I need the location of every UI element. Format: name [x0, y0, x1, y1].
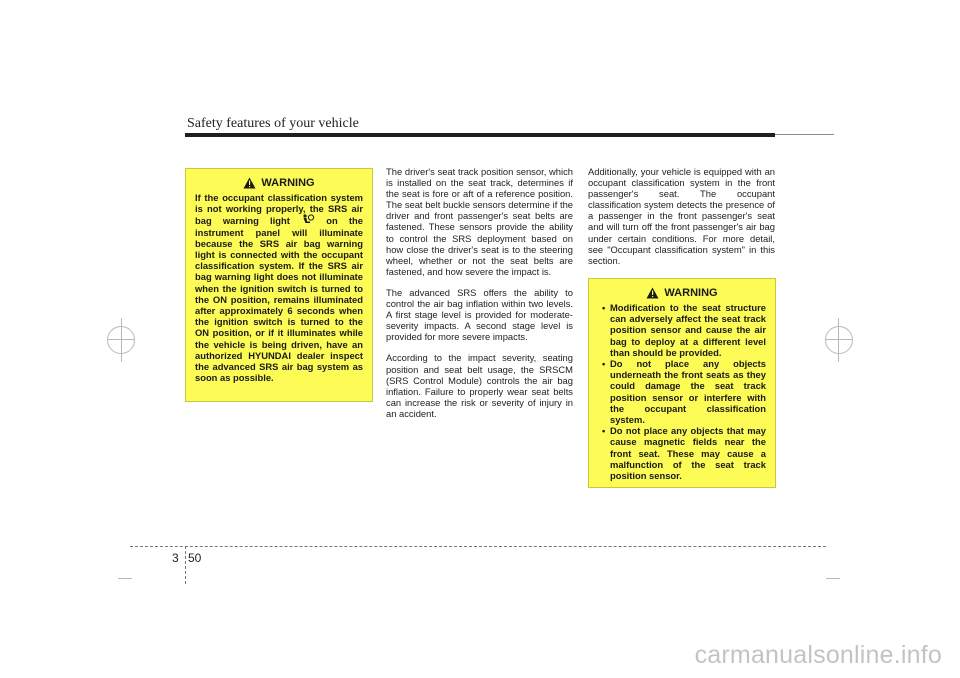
list-item: • Do not place any objects underneath the front seats as they could damage the seat track position sensor or interfere with the occupant classification system. — [602, 358, 766, 426]
warning-text-part2: on the instrument panel will illuminate because the SRS air bag warning light is connected with the occupant classification system. If the SRS air bag warning light does not illuminate when the ignition switch is turned to the ON position, remains illuminated after approximately 6 seconds when the ignition switch is turned to the ON position, or if it illuminates while the vehicle is being driven, have an authorized HYUNDAI dealer inspect the advanced SRS air bag system as soon as possible. — [195, 215, 363, 384]
warning-triangle-icon — [646, 287, 659, 299]
body-column-middle — [386, 166, 573, 429]
list-item-text: Modification to the seat structure can adversely affect the seat track position sensor and cause the air bag to deploy at a different level than should be provided. — [610, 302, 766, 358]
page-header-title: Safety features of your vehicle — [187, 116, 359, 131]
header-rule — [185, 133, 775, 137]
warning-heading-label: WARNING — [261, 177, 315, 189]
paragraph-occupant-classification: Additionally, your vehicle is equipped with an occupant classification system in the front passenger's seat. The occupant classification system detects the presence of a passenger in the front passenger's seat and will turn off the front passenger's air bag under certain conditions. For more detail, see "Occupant classification system" in this section. — [588, 166, 775, 266]
body-column-right — [588, 166, 775, 276]
list-item: • Do not place any objects that may cause magnetic fields near the front seat. These may cause a malfunction of the seat track position sensor. — [602, 425, 766, 482]
page-number: 50 — [188, 551, 202, 565]
footer-rule — [130, 546, 826, 547]
footer-divider — [185, 546, 186, 584]
warning-box-occupant-classification — [185, 168, 373, 402]
crop-mark-bottom-left — [118, 578, 132, 579]
registration-circle-left — [107, 326, 135, 354]
warning-text-part1: If the occupant classification system is not working properly, the SRS air bag warning light — [195, 192, 363, 227]
warning-heading-label: WARNING — [664, 287, 718, 299]
registration-circle-right — [825, 326, 853, 354]
watermark: carmanualsonline.info — [694, 641, 942, 669]
header-rule-extension — [775, 134, 834, 135]
paragraph-inflation-levels: The advanced SRS offers the ability to control the air bag inflation within two levels. A first stage level is provided for moderate-severity impacts. A second stage level is provided for more severe impacts. — [386, 286, 573, 343]
chapter-number: 3 — [172, 551, 179, 565]
warning-box-seat-structure — [588, 278, 776, 488]
warning-body — [195, 192, 363, 383]
warning-list — [598, 302, 766, 481]
crop-mark-bottom-right — [826, 578, 840, 579]
warning-heading — [195, 177, 363, 189]
warning-triangle-icon — [243, 177, 256, 189]
list-item-text: Do not place any objects underneath the front seats as they could damage the seat track position sensor or interfere with the occupant classification system. — [610, 358, 766, 426]
list-item: • Modification to the seat structure can adversely affect the seat track position sensor and cause the air bag to deploy at a different level than should be provided. — [602, 302, 766, 358]
paragraph-impact-severity: According to the impact severity, seating position and seat belt usage, the SRSCM (SRS Control Module) controls the air bag inflation. Failure to properly wear seat belts can increase the risk or severity of injury in an accident. — [386, 352, 573, 419]
seated-airbag-icon — [301, 214, 315, 225]
list-item-text: Do not place any objects that may cause magnetic fields near the front seat. These may cause a malfunction of the seat track position sensor. — [610, 425, 766, 482]
paragraph-seat-track-sensor: The driver's seat track position sensor, which is installed on the seat track, determines if the seat is fore or aft of a reference position. The seat belt buckle sensors determine if the driver and front passenger's seat belts are fastened. These sensors provide the ability to control the SRS deployment based on how close the driver's seat is to the steering wheel, whether or not the seat belts are fastened, and how severe the impact is. — [386, 166, 573, 277]
warning-heading — [598, 287, 766, 299]
